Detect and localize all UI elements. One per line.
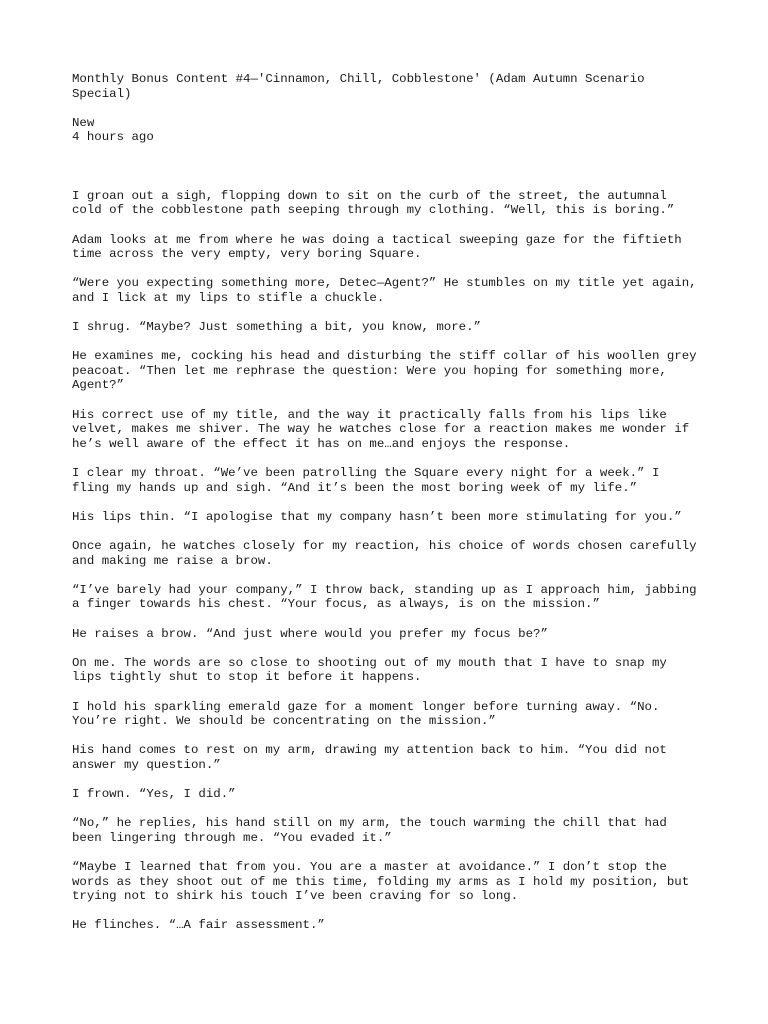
paragraph: His hand comes to rest on my arm, drawing my attention back to him. “You did not answer my question.” — [72, 743, 667, 772]
document-page — [72, 72, 704, 948]
post-title: Monthly Bonus Content #4—'Cinnamon, Chill, Cobblestone' (Adam Autumn Scenario Special) — [72, 72, 645, 101]
paragraph: “I’ve barely had your company,” I throw back, standing up as I approach him, jabbing a finger towards his chest. “Your focus, as always, is on the mission.” — [72, 582, 697, 612]
new-badge: New — [72, 115, 95, 130]
story-body — [72, 189, 704, 933]
paragraph: On me. The words are so close to shooting out of my mouth that I have to snap my lips tightly shut to stop it before it happens. — [72, 655, 667, 685]
paragraph: “Maybe I learned that from you. You are a master at avoidance.” I don’t stop the words as they shoot out of me this time, folding my arms as I hold my position, but trying not to shirk his touch I’ve been craving for so long. — [72, 860, 690, 904]
paragraph: His lips thin. “I apologise that my company hasn’t been more stimulating for you.” — [72, 509, 682, 524]
paragraph: Once again, he watches closely for my reaction, his choice of words chosen carefully and making me raise a brow. — [72, 539, 697, 568]
post-meta — [72, 116, 704, 145]
paragraph: “Were you expecting something more, Detec—Agent?” He stumbles on my title yet again, and I lick at my lips to stifle a chuckle. — [72, 276, 697, 305]
paragraph: Adam looks at me from where he was doing a tactical sweeping gaze for the fiftieth time across the very empty, very boring Square. — [72, 232, 682, 262]
post-timestamp: 4 hours ago — [72, 130, 154, 145]
paragraph: I clear my throat. “We’ve been patrolling the Square every night for a week.” I fling my hands up and sigh. “And it’s been the most boring week of my life.” — [72, 466, 660, 495]
paragraph: I groan out a sigh, flopping down to sit on the curb of the street, the autumnal cold of the cobblestone path seeping through my clothing. “Well, this is boring.” — [72, 188, 675, 218]
paragraph: I shrug. “Maybe? Just something a bit, you know, more.” — [72, 320, 481, 335]
paragraph: He raises a brow. “And just where would you prefer my focus be?” — [72, 626, 548, 641]
paragraph: I frown. “Yes, I did.” — [72, 787, 236, 802]
paragraph: He flinches. “…A fair assessment.” — [72, 918, 325, 933]
paragraph: “No,” he replies, his hand still on my arm, the touch warming the chill that had been lingering through me. “You evaded it.” — [72, 816, 667, 845]
paragraph: His correct use of my title, and the way it practically falls from his lips like velvet, makes me shiver. The way he watches close for a reaction makes me wonder if he’s well aware of the effect it has on me…and enjoys the response. — [72, 407, 690, 451]
paragraph: I hold his sparkling emerald gaze for a moment longer before turning away. “No. You’re right. We should be concentrating on the mission.” — [72, 699, 660, 729]
paragraph: He examines me, cocking his head and disturbing the stiff collar of his woollen grey peacoat. “Then let me rephrase the question: Were you hoping for something more, Agent?” — [72, 349, 697, 393]
